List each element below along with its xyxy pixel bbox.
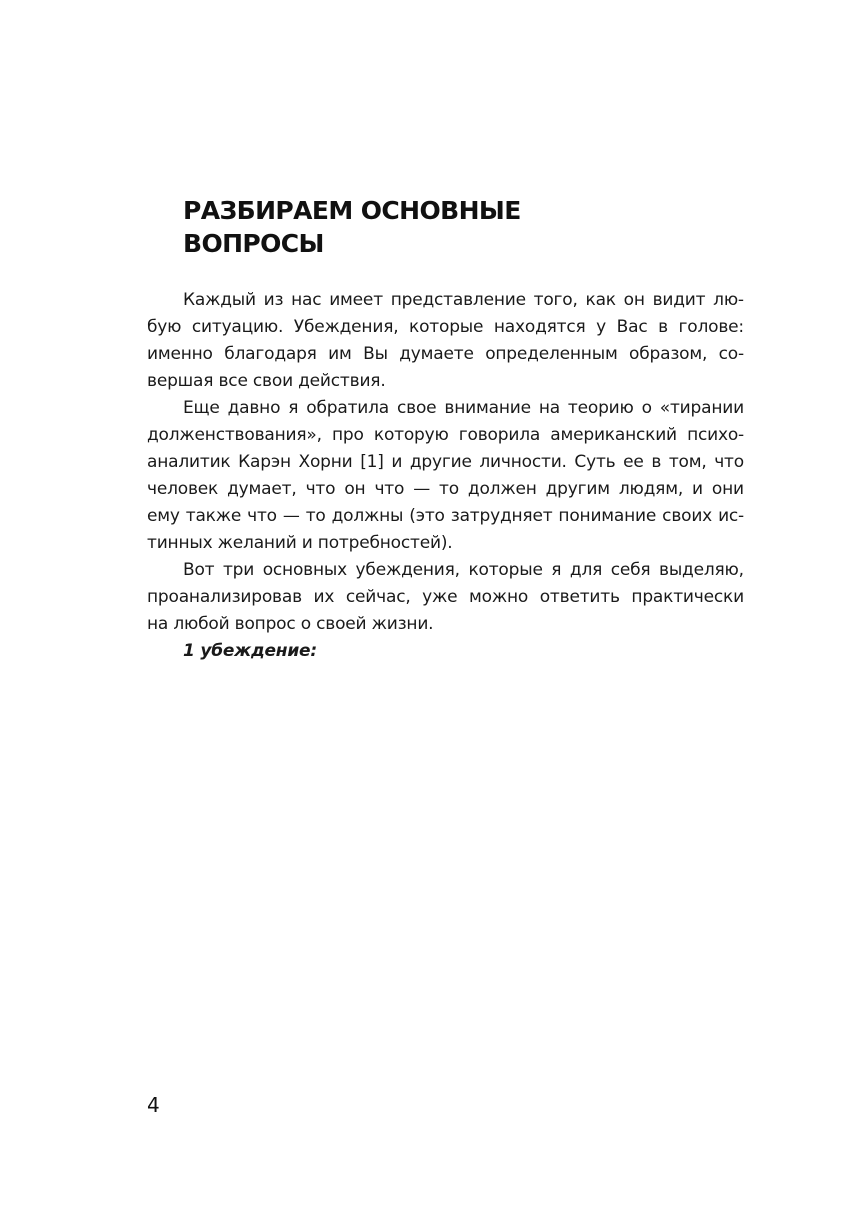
word: они [711,479,744,499]
word: ему [147,506,180,526]
word: именно [147,344,213,364]
word: думает, [227,479,297,499]
paragraph-1-line-4: вершая все свои действия. [147,371,386,391]
word: также [185,506,242,526]
word: (это [409,506,445,526]
word: им [328,344,352,364]
word: он [344,479,366,499]
word: внимание [444,398,531,418]
word: про [331,425,364,445]
word: в [658,317,668,337]
word: из [263,290,284,310]
word: обратила [306,398,390,418]
word: [1] [360,452,384,472]
word: голове: [678,317,744,337]
word: о [641,398,652,418]
word: бую [147,317,182,337]
paragraph-1-line-2 [147,314,744,341]
word: ответить [539,587,620,607]
word: Вы [363,344,388,364]
word: как [585,290,616,310]
subheading-belief-1: 1 убеждение: [183,641,317,661]
word: долженствования», [147,425,322,445]
word: видит [652,290,706,310]
word: психо- [687,425,744,445]
paragraph-2-line-1 [147,395,744,422]
word: людям, [618,479,684,499]
word: Карэн [238,452,291,472]
word: ее [623,452,644,472]
word: проанализировав [147,587,302,607]
word: на [538,398,560,418]
word: другие [409,452,472,472]
word: должен [467,479,537,499]
word: которую [373,425,449,445]
word: американский [550,425,677,445]
word: затрудняет [450,506,553,526]
word: Вас [616,317,648,337]
word: свое [396,398,437,418]
word: можно [469,587,529,607]
word: том, [668,452,707,472]
word: давно [227,398,281,418]
word: себя [610,560,651,580]
word: ис- [718,506,744,526]
word: определенным [485,344,618,364]
paragraph-3-line-2 [147,584,744,611]
word: со- [718,344,744,364]
word: нас [291,290,322,310]
word: лю- [713,290,744,310]
word: что [714,452,744,472]
word: думаете [399,344,474,364]
word: — [413,479,430,499]
word: Каждый [183,290,256,310]
word: личности. [479,452,567,472]
word: выделяю, [659,560,744,580]
word: представление [390,290,526,310]
word: теорию [567,398,634,418]
word: Хорни [298,452,353,472]
paragraph-2-line-4 [147,476,744,503]
title-line-2: ВОПРОСЫ [183,229,324,258]
paragraph-1-line-1 [147,287,744,314]
word: что [247,506,277,526]
word: своих [662,506,713,526]
word: «тирании [659,398,744,418]
word: уже [422,587,458,607]
word: убеждения, [355,560,460,580]
word: имеет [329,290,383,310]
word: у [596,317,607,337]
word: должны [331,506,404,526]
word: понимание [558,506,657,526]
word: то [305,506,326,526]
word: человек [147,479,219,499]
word: — [282,506,300,526]
word: говорила [458,425,541,445]
paragraph-3-line-3: на любой вопрос о своей жизни. [147,614,434,634]
word: в [651,452,662,472]
word: что [374,479,405,499]
paragraph-1-line-3 [147,341,744,368]
word: другим [545,479,610,499]
word: практически [631,587,744,607]
paragraph-2-line-5 [147,503,744,530]
word: которые [409,317,484,337]
word: образом, [629,344,708,364]
body-text [147,287,744,665]
word: сейчас, [345,587,411,607]
word: он [623,290,645,310]
page-number: 4 [147,1093,160,1117]
word: аналитик [147,452,231,472]
paragraph-2-line-2 [147,422,744,449]
title-line-1: РАЗБИРАЕМ ОСНОВНЫЕ [183,196,521,225]
word: основных [262,560,347,580]
paragraph-2-line-6: тинных желаний и потребностей). [147,533,453,553]
word: их [313,587,335,607]
word: и [391,452,403,472]
word: что [305,479,336,499]
word: я [288,398,299,418]
word: благодаря [224,344,317,364]
word: Еще [183,398,220,418]
word: Вот [183,560,215,580]
word: ситуацию. [191,317,284,337]
word: Убеждения, [293,317,399,337]
word: три [222,560,255,580]
word: того, [533,290,578,310]
word: для [569,560,603,580]
word: и [692,479,703,499]
word: находятся [493,317,586,337]
word: которые [468,560,543,580]
word: то [439,479,459,499]
page-title [183,194,743,260]
word: я [551,560,562,580]
paragraph-2-line-3 [147,449,744,476]
word: Суть [574,452,616,472]
paragraph-3-line-1 [147,557,744,584]
